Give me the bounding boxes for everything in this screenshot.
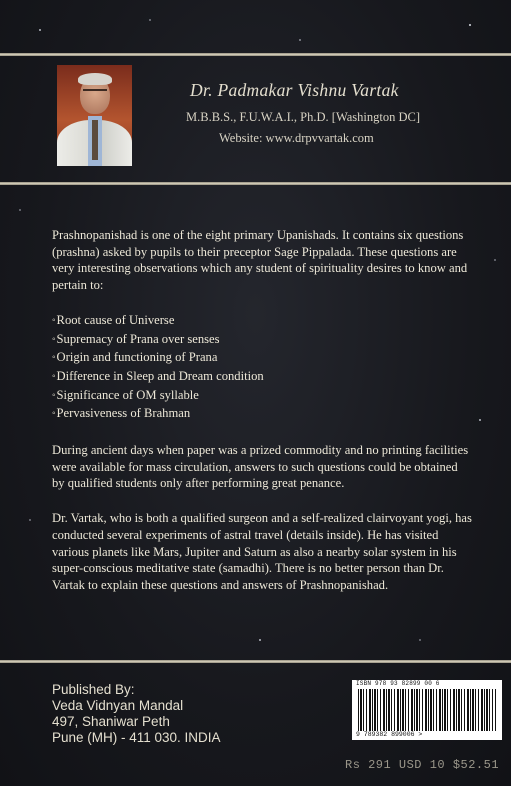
author-website: Website: www.drpvvartak.com bbox=[219, 131, 374, 145]
price-label: Rs 291 USD 10 $52.51 bbox=[345, 758, 500, 772]
author-photo bbox=[57, 65, 132, 166]
publisher-address-line2: Pune (MH) - 411 030. INDIA bbox=[52, 730, 221, 745]
bottom-divider bbox=[0, 660, 511, 663]
author-credentials: M.B.B.S., F.U.W.A.I., Ph.D. [Washington DC] bbox=[186, 110, 421, 124]
isbn-top-text: ISBN 978 93 82899 00 6 bbox=[356, 680, 440, 687]
topic-list bbox=[52, 312, 472, 424]
topic-item: ◦ Supremacy of Prana over senses bbox=[52, 331, 472, 350]
topic-item: ◦ Root cause of Universe bbox=[52, 312, 472, 331]
topic-item: ◦ Pervasiveness of Brahman bbox=[52, 405, 472, 424]
publisher-address-line1: 497, Shaniwar Peth bbox=[52, 714, 170, 729]
description bbox=[52, 227, 472, 594]
author-name: Dr. Padmakar Vishnu Vartak bbox=[190, 80, 399, 100]
middle-divider bbox=[0, 182, 511, 185]
barcode-bars bbox=[358, 689, 496, 731]
isbn-bottom-text: 9 789382 899006 > bbox=[356, 731, 423, 738]
publisher-label: Published By: bbox=[52, 682, 135, 697]
vartak-paragraph: Dr. Vartak, who is both a qualified surgeon and a self-realized clairvoyant yogi, has conducted several experiments of astral travel (details inside). He has visited various planets like Mars, Jupiter and Saturn as also a nearby solar system in his super-conscious meditative state (samadhi). There is no better person than Dr. Vartak to explain these questions and answers of Prashnopanishad. bbox=[52, 511, 472, 592]
top-divider bbox=[0, 53, 511, 56]
publisher-name: Veda Vidnyan Mandal bbox=[52, 698, 184, 713]
topic-item: ◦ Difference in Sleep and Dream condition bbox=[52, 368, 472, 387]
isbn-barcode bbox=[352, 680, 502, 740]
ancient-paragraph: During ancient days when paper was a prized commodity and no printing facilities were available for mass circulation, answers to such questions could be obtained by qualified students only after performing great penance. bbox=[52, 443, 469, 491]
intro-paragraph: Prashnopanishad is one of the eight primary Upanishads. It contains six questions (prashna) asked by pupils to their preceptor Sage Pippalada. These questions are very interesting observations which any student of spirituality desires to know and pertain to: bbox=[52, 228, 468, 293]
topic-item: ◦ Significance of OM syllable bbox=[52, 387, 472, 406]
topic-item: ◦ Origin and functioning of Prana bbox=[52, 349, 472, 368]
